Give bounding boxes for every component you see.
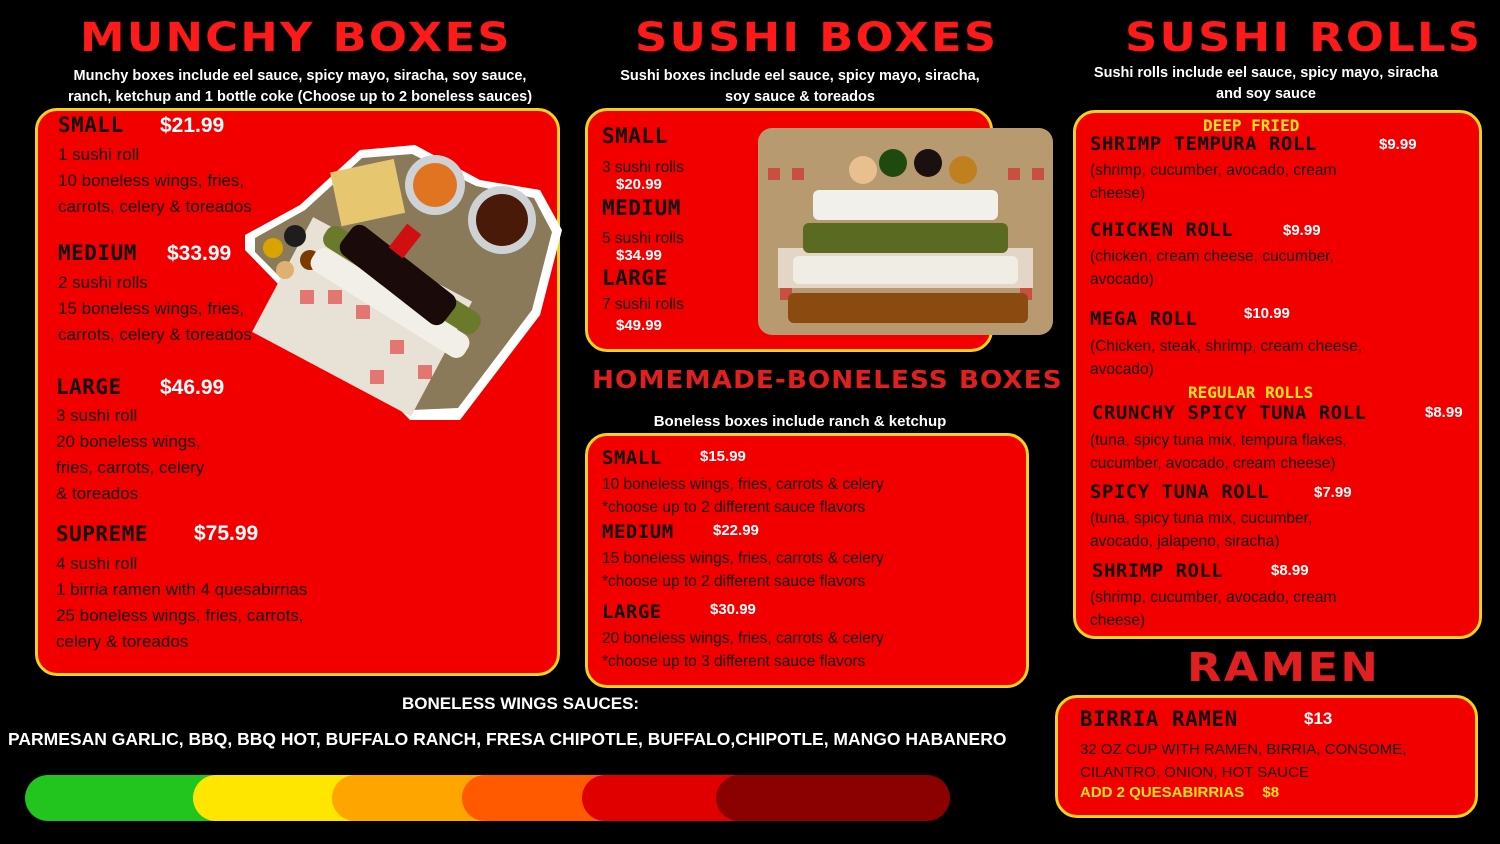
roll-crunchy-spicy-tuna-price: $8.99	[1425, 404, 1463, 421]
roll-mega-heading: MEGA ROLL	[1090, 308, 1198, 330]
roll-crunchy-spicy-tuna-line: cucumber, avocado, cream cheese)	[1090, 455, 1336, 472]
ramen-addon-price: $8	[1262, 784, 1280, 801]
roll-mega-price: $10.99	[1244, 305, 1290, 322]
boneless-large-line: 20 boneless wings, fries, carrots & celery	[602, 630, 884, 647]
sushi-boxes-photo	[758, 128, 1053, 335]
roll-shrimp-line: cheese)	[1090, 612, 1146, 629]
roll-shrimp-tempura-line: (shrimp, cucumber, avocado, cream	[1090, 162, 1337, 179]
roll-shrimp-tempura-heading: SHRIMP TEMPURA ROLL	[1090, 133, 1317, 155]
sushi-large-line: 7 sushi rolls	[602, 296, 684, 313]
munchy-box-photo	[240, 140, 565, 425]
regular-rolls-label: REGULAR ROLLS	[1188, 383, 1314, 402]
boneless-small-price: $15.99	[700, 448, 746, 465]
munchy-large-line: & toreados	[56, 484, 139, 503]
sauces-heading: BONELESS WINGS SAUCES:	[402, 694, 640, 713]
munchy-intro-line: Munchy boxes include eel sauce, spicy mayo, siracha, soy sauce,	[73, 68, 527, 84]
munchy-small-price: $21.99	[160, 114, 225, 137]
sushi-large-heading: LARGE	[602, 266, 668, 290]
sushi-medium-heading: MEDIUM	[602, 196, 681, 220]
boneless-large-line: *choose up to 3 different sauce flavors	[602, 653, 866, 670]
boneless-medium-line: *choose up to 2 different sauce flavors	[602, 573, 866, 590]
sushi-small-price: $20.99	[616, 176, 662, 193]
roll-chicken-line: avocado)	[1090, 271, 1154, 288]
ramen-item-line: 32 OZ CUP WITH RAMEN, BIRRIA, CONSOME,	[1080, 741, 1407, 758]
roll-shrimp-line: (shrimp, cucumber, avocado, cream	[1090, 589, 1337, 606]
munchy-small-heading: SMALL	[58, 113, 124, 137]
roll-chicken-heading: CHICKEN ROLL	[1090, 219, 1234, 241]
roll-shrimp-tempura-line: cheese)	[1090, 185, 1146, 202]
ramen-item-line: CILANTRO, ONION, HOT SAUCE	[1080, 764, 1309, 781]
sushi-boxes-intro	[590, 66, 1010, 108]
sushi-rolls-title: SUSHI ROLLS	[1125, 15, 1483, 61]
sauces-list: PARMESAN GARLIC, BBQ, BBQ HOT, BUFFALO RANCH, FRESA CHIPOTLE, BUFFALO,CHIPOTLE, MANGO HABANERO	[8, 729, 1007, 749]
deep-fried-label: DEEP FRIED	[1203, 116, 1300, 135]
roll-spicy-tuna-line: (tuna, spicy tuna mix, cucumber,	[1090, 510, 1313, 527]
munchy-intro	[30, 66, 570, 108]
roll-spicy-tuna-price: $7.99	[1314, 484, 1352, 501]
boneless-intro: Boneless boxes include ranch & ketchup	[653, 413, 947, 430]
munchy-large-line: 3 sushi roll	[56, 406, 138, 425]
munchy-large-line: fries, carrots, celery	[56, 458, 205, 477]
munchy-small-line: carrots, celery & toreados	[58, 197, 252, 216]
ramen-item-heading: BIRRIA RAMEN	[1080, 707, 1238, 731]
boneless-large-heading: LARGE	[602, 601, 662, 623]
roll-chicken-line: (chicken, cream cheese, cucumber,	[1090, 248, 1334, 265]
munchy-boxes-title: MUNCHY BOXES	[80, 15, 512, 61]
sushi-boxes-title: SUSHI BOXES	[635, 15, 999, 61]
ramen-addon-label: ADD 2 QUESABIRRIAS	[1080, 784, 1245, 801]
boneless-large-price: $30.99	[710, 601, 756, 618]
sushi-boxes-intro-line: soy sauce & toreados	[725, 89, 875, 105]
roll-shrimp-tempura-price: $9.99	[1379, 136, 1417, 153]
sushi-small-heading: SMALL	[602, 124, 668, 148]
roll-mega-line: (Chicken, steak, shrimp, cream cheese,	[1090, 338, 1363, 355]
sushi-small-line: 3 sushi rolls	[602, 159, 684, 176]
munchy-small-line: 1 sushi roll	[58, 145, 140, 164]
munchy-supreme-line: celery & toreados	[56, 632, 189, 651]
sushi-large-price: $49.99	[616, 317, 662, 334]
munchy-medium-line: 15 boneless wings, fries,	[58, 299, 245, 318]
munchy-supreme-line: 25 boneless wings, fries, carrots,	[56, 606, 304, 625]
roll-shrimp-price: $8.99	[1271, 562, 1309, 579]
roll-mega-line: avocado)	[1090, 361, 1154, 378]
boneless-small-heading: SMALL	[602, 447, 662, 469]
roll-chicken-price: $9.99	[1283, 222, 1321, 239]
munchy-medium-line: carrots, celery & toreados	[58, 325, 252, 344]
munchy-supreme-line: 1 birria ramen with 4 quesabirrias	[56, 580, 308, 599]
roll-crunchy-spicy-tuna-line: (tuna, spicy tuna mix, tempura flakes,	[1090, 432, 1347, 449]
munchy-large-line: 20 boneless wings,	[56, 432, 201, 451]
sushi-boxes-intro-line: Sushi boxes include eel sauce, spicy mayo, siracha,	[620, 68, 980, 84]
sushi-rolls-intro-line: and soy sauce	[1216, 86, 1316, 102]
roll-spicy-tuna-heading: SPICY TUNA ROLL	[1090, 481, 1270, 503]
roll-shrimp-heading: SHRIMP ROLL	[1092, 560, 1224, 582]
heat-extra-hot	[716, 775, 950, 821]
ramen-addon	[1080, 784, 1279, 801]
munchy-large-heading: LARGE	[56, 375, 122, 399]
munchy-large-price: $46.99	[160, 376, 225, 399]
roll-spicy-tuna-line: avocado, jalapeno, siracha)	[1090, 533, 1280, 550]
boneless-medium-line: 15 boneless wings, fries, carrots & celery	[602, 550, 884, 567]
munchy-medium-heading: MEDIUM	[58, 241, 137, 265]
munchy-supreme-line: 4 sushi roll	[56, 554, 138, 573]
munchy-supreme-price: $75.99	[194, 522, 259, 545]
boneless-small-line: *choose up to 2 different sauce flavors	[602, 499, 866, 516]
munchy-supreme-heading: SUPREME	[56, 522, 149, 546]
munchy-medium-price: $33.99	[167, 242, 232, 265]
munchy-medium-line: 2 sushi rolls	[58, 273, 148, 292]
ramen-item-price: $13	[1304, 709, 1333, 728]
sushi-rolls-intro-line: Sushi rolls include eel sauce, spicy mayo, siracha	[1093, 65, 1439, 81]
munchy-intro-line: ranch, ketchup and 1 bottle coke (Choose up to 2 boneless sauces)	[67, 89, 533, 105]
ramen-title: RAMEN	[1187, 645, 1381, 691]
boneless-medium-price: $22.99	[713, 522, 759, 539]
boneless-medium-heading: MEDIUM	[602, 521, 674, 543]
munchy-small-line: 10 boneless wings, fries,	[58, 171, 245, 190]
sushi-medium-line: 5 sushi rolls	[602, 230, 684, 247]
sushi-rolls-intro	[1060, 63, 1472, 105]
boneless-small-line: 10 boneless wings, fries, carrots & celery	[602, 476, 884, 493]
boneless-boxes-title: HOMEMADE-BONELESS BOXES	[592, 365, 1063, 394]
roll-crunchy-spicy-tuna-heading: CRUNCHY SPICY TUNA ROLL	[1092, 402, 1367, 424]
sushi-medium-price: $34.99	[616, 247, 662, 264]
